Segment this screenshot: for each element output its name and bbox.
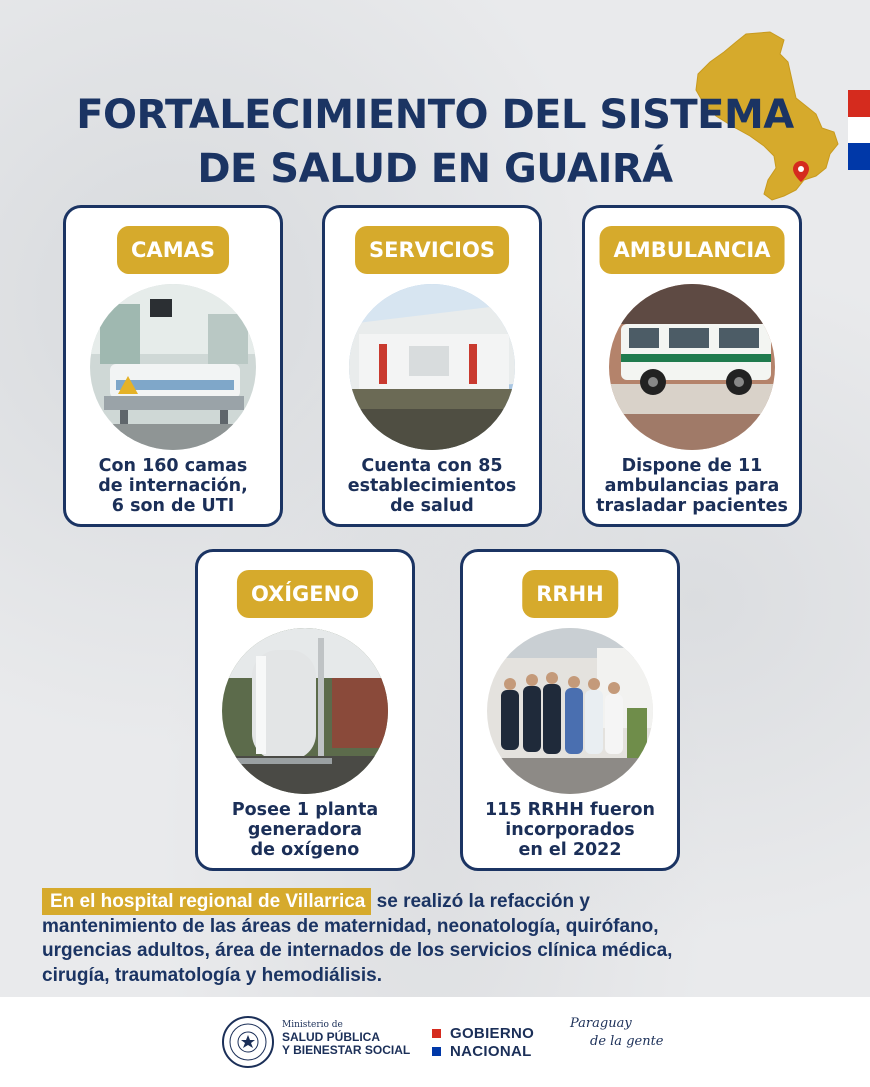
card-description bbox=[204, 800, 406, 860]
card-label: RRHH bbox=[522, 570, 618, 618]
slogan-line-2: de la gente bbox=[590, 1034, 664, 1049]
desc-line: ambulancias para bbox=[604, 476, 780, 496]
body-paragraph bbox=[42, 890, 842, 988]
desc-line: Dispone de 11 bbox=[621, 456, 763, 476]
desc-line: generadora bbox=[247, 820, 363, 840]
card-description bbox=[331, 456, 533, 516]
gobierno-line-2: NACIONAL bbox=[450, 1042, 532, 1060]
paragraph-line-4: cirugía, traumatología y hemodiálisis. bbox=[42, 964, 382, 986]
card-description bbox=[591, 456, 793, 516]
desc-line: 115 RRHH fueron bbox=[484, 800, 655, 820]
hospital-bed-photo bbox=[90, 284, 256, 450]
desc-line: establecimientos bbox=[347, 476, 517, 496]
desc-line: Posee 1 planta bbox=[231, 800, 379, 820]
paragraph-line-3: urgencias adultos, área de internados de los servicios clínica médica, bbox=[42, 940, 673, 961]
page-title bbox=[40, 88, 830, 196]
oxygen-plant-photo bbox=[222, 628, 388, 794]
card-oxigeno bbox=[195, 549, 415, 871]
desc-line: en el 2022 bbox=[518, 840, 622, 860]
desc-line: Cuenta con 85 bbox=[361, 456, 503, 476]
title-line-1: FORTALECIMIENTO DEL SISTEMA bbox=[76, 92, 794, 138]
card-label: SERVICIOS bbox=[355, 226, 509, 274]
title-line-2: DE SALUD EN GUAIRÁ bbox=[197, 146, 673, 192]
highlight-text: En el hospital regional de Villarrica bbox=[42, 888, 371, 915]
paragraph-line-2: mantenimiento de las áreas de maternidad, neonatología, quirófano, bbox=[42, 915, 659, 937]
card-label: CAMAS bbox=[117, 226, 229, 274]
card-ambulancia bbox=[582, 205, 802, 527]
ministry-logo bbox=[282, 1020, 410, 1057]
desc-line: 6 son de UTI bbox=[111, 496, 235, 516]
ministry-line-1: SALUD PÚBLICA bbox=[282, 1030, 380, 1044]
red-square-icon bbox=[432, 1029, 441, 1038]
card-description bbox=[72, 456, 274, 516]
health-facility-photo bbox=[349, 284, 515, 450]
ministry-small: Ministerio de bbox=[282, 1020, 343, 1030]
gobierno-nacional-logo bbox=[432, 1024, 534, 1060]
desc-line: incorporados bbox=[505, 820, 635, 840]
paragraph-line-1 bbox=[42, 890, 842, 915]
slogan-line-1: Paraguay bbox=[570, 1016, 632, 1031]
desc-line: de internación, bbox=[98, 476, 248, 496]
blue-square-icon bbox=[432, 1047, 441, 1056]
card-description bbox=[469, 800, 671, 860]
card-label: AMBULANCIA bbox=[600, 226, 785, 274]
card-label: OXÍGENO bbox=[237, 570, 373, 618]
staff-group-photo bbox=[487, 628, 653, 794]
desc-line: de oxígeno bbox=[250, 840, 360, 860]
desc-line: de salud bbox=[390, 496, 474, 516]
gobierno-line-1: GOBIERNO bbox=[450, 1024, 535, 1042]
paraguay-slogan-logo bbox=[570, 1015, 664, 1051]
desc-line: trasladar pacientes bbox=[596, 496, 788, 516]
ministry-line-2: Y BIENESTAR SOCIAL bbox=[282, 1043, 411, 1057]
card-camas bbox=[63, 205, 283, 527]
paraguay-flag-icon bbox=[848, 90, 870, 170]
card-servicios bbox=[322, 205, 542, 527]
national-seal-icon bbox=[222, 1016, 274, 1068]
footer bbox=[0, 997, 870, 1087]
paragraph-text: se realizó la refacción y bbox=[371, 891, 590, 912]
card-rrhh bbox=[460, 549, 680, 871]
ambulance-photo bbox=[609, 284, 775, 450]
desc-line: Con 160 camas bbox=[98, 456, 248, 476]
